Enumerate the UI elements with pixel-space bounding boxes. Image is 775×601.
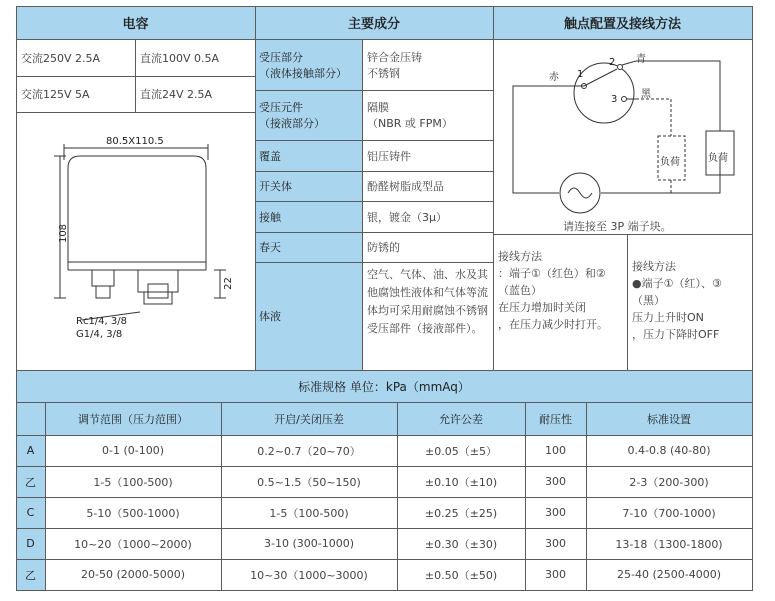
wiring-note-right: 接线方法 ●端子①（红）、③（黑） 压力上升时ON ，压力下降时OFF: [627, 234, 752, 370]
width-dimension: 80.5X110.5: [106, 136, 164, 147]
spec-proof: 300: [525, 528, 586, 559]
material-value: 锌合金压铸 不锈钢: [362, 39, 493, 90]
circuit-diagram: [493, 39, 752, 234]
spec-range: 10~20（1000~2000): [45, 528, 221, 559]
terminal-1: 1: [577, 69, 584, 80]
spec-col-header: 调节范围（压力范围）: [45, 402, 221, 435]
contact-circuit-svg: [493, 39, 752, 234]
rating-cell: 交流125V 5A: [16, 76, 135, 112]
spec-diff: 3-10 (300-1000): [221, 528, 397, 559]
spec-setting: 2-3（200-300): [586, 466, 752, 497]
spec-row-code: 乙: [16, 466, 45, 497]
spec-tolerance: ±0.30（±30): [397, 528, 525, 559]
spec-col-header: 开启/关闭压差: [221, 402, 397, 435]
spec-diff: 1-5（100-500): [221, 497, 397, 528]
rating-cell: 直流24V 2.5A: [135, 76, 255, 112]
material-part-label: 受压部分 （液体接触部分）: [255, 39, 362, 90]
spec-title-text: 标准规格 单位：kPa（mmAq）: [298, 379, 470, 394]
side-dimension: 22: [222, 277, 234, 290]
spec-range: 5-10（500-1000): [45, 497, 221, 528]
rating-cell: 直流100V 0.5A: [135, 39, 255, 76]
load-dashed-label: 负荷: [660, 157, 680, 168]
height-dimension: 108: [58, 223, 70, 244]
black-label: 黑: [641, 89, 651, 100]
material-part-label: 春天: [255, 232, 362, 262]
spec-tolerance: ±0.05（±5）: [397, 435, 525, 466]
material-part-label: 接触: [255, 201, 362, 232]
red-label: 赤: [549, 72, 559, 83]
spec-row-code: D: [16, 528, 45, 559]
material-value: 铝压铸件: [362, 140, 493, 171]
materials-header-text: 主要成分: [347, 17, 400, 32]
spec-title: [16, 370, 752, 402]
material-value: 隔膜 （NBR 或 FPM）: [362, 90, 493, 140]
terminal-block-note: 请连接至 3P 端子块。: [563, 220, 672, 233]
spec-col-header: 允许公差: [397, 402, 525, 435]
spec-setting: 7-10（700-1000): [586, 497, 752, 528]
materials-header: [255, 6, 493, 39]
thread-label-2: G1/4, 3/8: [76, 329, 123, 340]
material-value: 银，镀金（3μ）: [362, 201, 493, 232]
rating-header-text: 电容: [122, 17, 149, 32]
spec-proof: 300: [525, 466, 586, 497]
wiring-header-text: 触点配置及接线方法: [563, 17, 681, 32]
spec-tolerance: ±0.10（±10): [397, 466, 525, 497]
rating-header: [16, 6, 255, 39]
switch-outline-drawing: [16, 112, 255, 370]
spec-tolerance: ±0.50（±50): [397, 559, 525, 590]
spec-proof: 300: [525, 559, 586, 590]
thread-label-1: Rc1/4, 3/8: [76, 316, 127, 327]
spec-tolerance: ±0.25（±25): [397, 497, 525, 528]
spec-code-header: [16, 402, 45, 435]
wiring-header: [493, 6, 752, 39]
spec-diff: 10~30（1000~3000): [221, 559, 397, 590]
spec-range: 20-50 (2000-5000): [45, 559, 221, 590]
material-part-label: 受压元件 （接液部分）: [255, 90, 362, 140]
material-value: 防锈的: [362, 232, 493, 262]
spec-diff: 0.5~1.5（50~150): [221, 466, 397, 497]
spec-range: 1-5（100-500): [45, 466, 221, 497]
spec-col-header: 耐压性: [525, 402, 586, 435]
spec-row-code: 乙: [16, 559, 45, 590]
material-part-label: 体液: [255, 262, 362, 370]
load-solid-label: 负荷: [708, 153, 728, 164]
spec-diff: 0.2~0.7（20~70）: [221, 435, 397, 466]
terminal-2: 2: [609, 57, 616, 68]
spec-range: 0-1 (0-100): [45, 435, 221, 466]
spec-proof: 100: [525, 435, 586, 466]
material-part-label: 覆盖: [255, 140, 362, 171]
spec-setting: 0.4-0.8 (40-80): [586, 435, 752, 466]
blue-label: 青: [636, 54, 646, 65]
spec-setting: 13-18（1300-1800): [586, 528, 752, 559]
material-part-label: 开关体: [255, 171, 362, 201]
spec-row-code: A: [16, 435, 45, 466]
spec-proof: 300: [525, 497, 586, 528]
spec-col-header: 标准设置: [586, 402, 752, 435]
spec-setting: 25-40 (2500-4000): [586, 559, 752, 590]
material-value: 酚醛树脂成型品: [362, 171, 493, 201]
wiring-note-left: 接线方法 ：端子①（红色）和②（蓝色） 在压力增加时关闭 ，在压力减少时打开。: [493, 234, 627, 370]
terminal-3: 3: [611, 94, 618, 105]
dimension-drawing: [16, 112, 255, 370]
material-value: 空气、气体、油、水及其他腐蚀性液体和气体等流体均可采用耐腐蚀不锈钢受压部件（接液部件）。: [362, 262, 493, 370]
rating-cell: 交流250V 2.5A: [16, 39, 135, 76]
spec-row-code: C: [16, 497, 45, 528]
